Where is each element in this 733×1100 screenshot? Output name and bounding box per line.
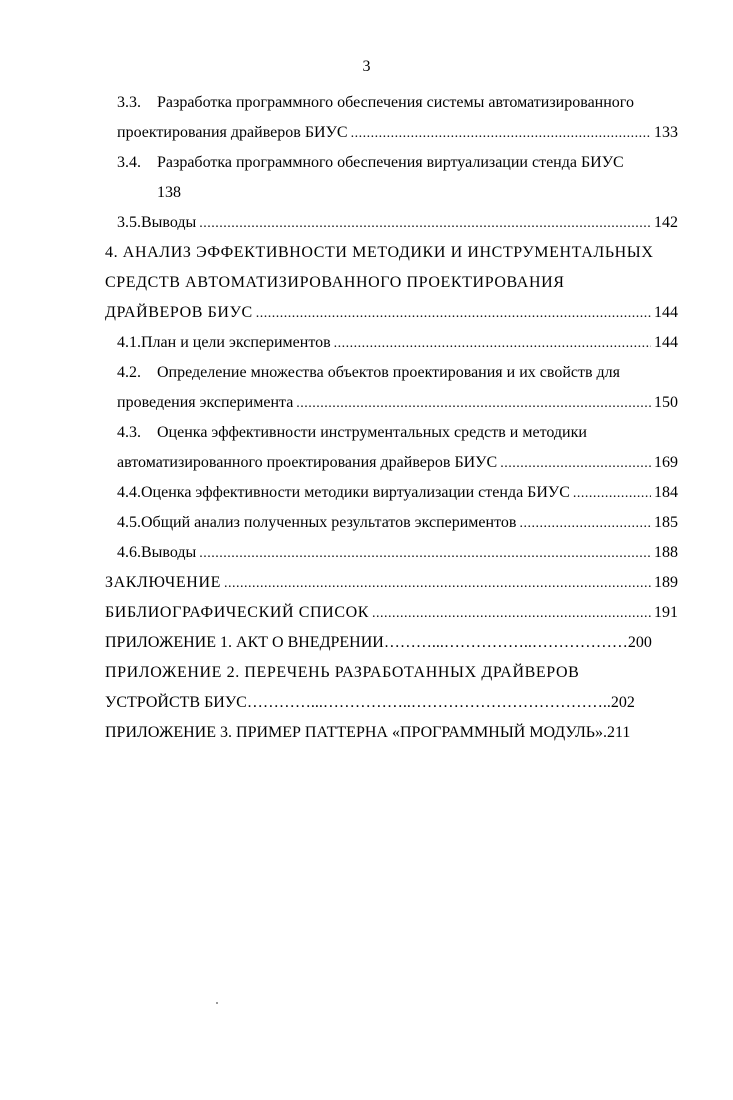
toc-page-number: 189 [654, 574, 678, 591]
toc-entry-title: Оценка эффективности методики виртуализации стенда БИУС [141, 484, 570, 501]
toc-page-number: 144 [654, 304, 678, 321]
toc-page-number: 142 [654, 214, 678, 231]
toc-entry-title: Разработка программного обеспечения системы автоматизированного [157, 94, 634, 111]
toc-entry-title: Выводы [141, 214, 197, 231]
toc-entry-appendix-2-line2[interactable] [105, 688, 635, 718]
toc-entry-number: 4.1. [117, 334, 141, 351]
toc-entry-number: 3.4. [117, 154, 141, 171]
toc-entry-title-continued: автоматизированного проектирования драйверов БИУС [117, 454, 498, 471]
toc-entry-title: План и цели экспериментов [141, 334, 331, 351]
toc-chapter-4-line2[interactable] [105, 268, 565, 298]
toc-entry-number: 4.4. [117, 484, 141, 501]
page-number: 3 [362, 58, 371, 75]
toc-entry-4-6[interactable] [117, 538, 678, 568]
toc-entry-number: 3.5. [117, 214, 141, 231]
toc-entry-title: Определение множества объектов проектирования и их свойств для [157, 364, 621, 381]
toc-page-number: 185 [654, 514, 678, 531]
toc-entry-3-4-page[interactable] [157, 178, 181, 208]
toc-entry-title: Общий анализ полученных результатов экспериментов [141, 514, 517, 531]
toc-entry-3-3-line2[interactable] [117, 118, 678, 148]
toc-entry-number: 4.2. [117, 364, 141, 381]
toc-page-number: 191 [654, 604, 678, 621]
toc-entry-4-2-line2[interactable] [117, 388, 678, 418]
toc-entry-title: Оценка эффективности инструментальных средств и методики [157, 424, 587, 441]
toc-entry-bibliography[interactable] [105, 598, 678, 628]
toc-chapter-title-continued: ДРАЙВЕРОВ БИУС [105, 304, 253, 321]
toc-page-number: 169 [654, 454, 678, 471]
toc-entry-title: ПРИЛОЖЕНИЕ 2. ПЕРЕЧЕНЬ РАЗРАБОТАННЫХ ДРАЙВЕРОВ [105, 664, 580, 681]
dot-leader [256, 299, 651, 329]
toc-page-number: 188 [654, 544, 678, 561]
toc-entry-title: ПРИЛОЖЕНИЕ 1. АКТ О ВНЕДРЕНИИ………...……………..………………200 [105, 634, 652, 651]
toc-entry-title: Разработка программного обеспечения виртуализации стенда БИУС [157, 154, 624, 171]
toc-entry-title-continued: УСТРОЙСТВ БИУС…………...……………..………………………………..202 [105, 694, 635, 711]
toc-entry-3-3-line1[interactable] [117, 88, 634, 118]
dot-leader [351, 119, 651, 149]
dot-leader [296, 389, 651, 419]
toc-entry-title-continued: проведения эксперимента [117, 394, 294, 411]
toc-entry-conclusion[interactable] [105, 568, 678, 598]
dot-leader [573, 479, 651, 509]
toc-entry-title-continued: проектирования драйверов БИУС [117, 124, 348, 141]
toc-entry-number: 4.5. [117, 514, 141, 531]
toc-entry-3-4-line1[interactable] [117, 148, 624, 178]
dot-leader [334, 329, 651, 359]
dot-leader [372, 599, 651, 629]
toc-page-number: 184 [654, 484, 678, 501]
dot-leader [519, 509, 651, 539]
toc-entry-number: 4.6. [117, 544, 141, 561]
dot-leader [199, 209, 651, 239]
dot-leader [199, 539, 651, 569]
toc-entry-4-5[interactable] [117, 508, 678, 538]
toc-chapter-4-line3[interactable] [105, 298, 678, 328]
toc-entry-appendix-1[interactable] [105, 628, 652, 658]
toc-entry-4-4[interactable] [117, 478, 678, 508]
toc-entry-title: БИБЛИОГРАФИЧЕСКИЙ СПИСОК [105, 604, 370, 621]
toc-chapter-title-continued: СРЕДСТВ АВТОМАТИЗИРОВАННОГО ПРОЕКТИРОВАНИЯ [105, 274, 565, 291]
toc-entry-3-5[interactable] [117, 208, 678, 238]
toc-entry-title: ПРИЛОЖЕНИЕ 3. ПРИМЕР ПАТТЕРНА «ПРОГРАММНЫЙ МОДУЛЬ».211 [105, 724, 631, 741]
toc-entry-title: Выводы [141, 544, 197, 561]
toc-page-number: 133 [654, 124, 678, 141]
toc-entry-appendix-3[interactable] [105, 718, 630, 748]
toc-chapter-4-line1[interactable] [105, 238, 654, 268]
toc-entry-appendix-2-line1[interactable] [105, 658, 579, 688]
toc-chapter-title: 4. АНАЛИЗ ЭФФЕКТИВНОСТИ МЕТОДИКИ И ИНСТРУМЕНТАЛЬНЫХ [105, 244, 654, 261]
toc-entry-4-3-line1[interactable] [117, 418, 587, 448]
toc-entry-number: 3.3. [117, 94, 141, 111]
dot-leader [500, 449, 651, 479]
toc-entry-4-3-line2[interactable] [117, 448, 678, 478]
toc-page-number: 150 [654, 394, 678, 411]
toc-entry-4-1[interactable] [117, 328, 678, 358]
toc-entry-4-2-line1[interactable] [117, 358, 620, 388]
toc-page-number: 138 [157, 184, 181, 201]
toc-entry-number: 4.3. [117, 424, 141, 441]
toc-entry-title: ЗАКЛЮЧЕНИЕ [105, 574, 221, 591]
scan-speck [216, 1002, 218, 1004]
toc-page-number: 144 [654, 334, 678, 351]
dot-leader [224, 569, 651, 599]
